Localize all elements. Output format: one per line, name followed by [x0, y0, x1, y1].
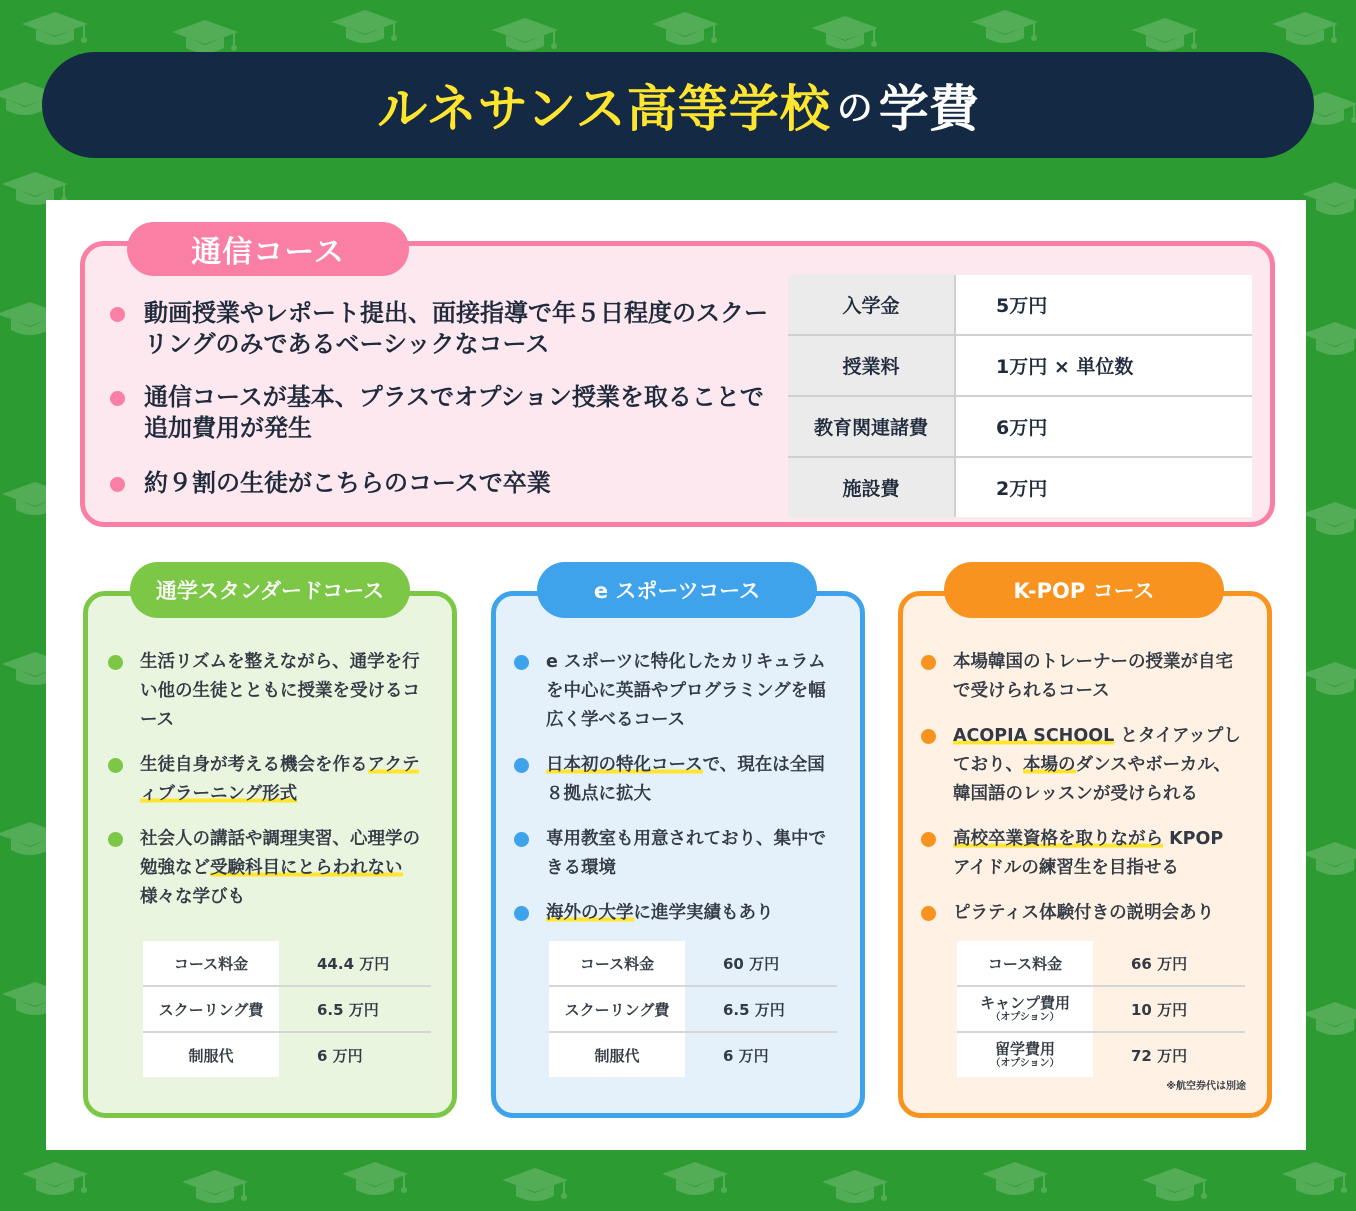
highlighted-text: 高校卒業資格を取りながら	[953, 829, 1163, 849]
table-row	[143, 986, 431, 1032]
fee-value: 6.5 万円	[685, 986, 837, 1032]
graduation-cap-icon	[1300, 1000, 1356, 1040]
graduation-cap-icon	[330, 8, 400, 48]
graduation-cap-icon	[980, 1160, 1050, 1200]
kpop-fee-table	[957, 941, 1245, 1077]
graduation-cap-icon	[180, 1168, 250, 1208]
graduation-cap-icon	[1280, 1160, 1350, 1200]
fee-label: 制服代	[143, 1032, 279, 1077]
fee-value: 66 万円	[1093, 941, 1245, 986]
esports-bullet-list	[514, 648, 834, 944]
bullet-text: ダンスやボーカル、韓国語のレッスンが受けられる	[953, 755, 1231, 804]
table-row	[957, 986, 1245, 1032]
list-item	[921, 825, 1241, 883]
graduation-cap-icon	[660, 1160, 730, 1200]
airfare-note: ※航空券代は別途	[1166, 1081, 1246, 1092]
graduation-cap-icon	[650, 10, 720, 50]
tsushin-bullet-list	[110, 298, 770, 521]
table-row	[549, 941, 837, 986]
table-row	[788, 396, 1252, 457]
fee-value: 6 万円	[317, 1046, 363, 1065]
fee-value: 72 万円	[1131, 1046, 1188, 1065]
fee-label: 入学金	[788, 275, 955, 335]
kpop-course-label: K-POP コース	[944, 562, 1224, 618]
esports-course-label: e スポーツコース	[537, 562, 817, 618]
table-row	[549, 1032, 837, 1077]
list-item	[514, 751, 834, 809]
graduation-cap-icon	[810, 14, 880, 54]
list-item: 通信コースが基本、プラスでオプション授業を取ることで追加費用が発生	[110, 382, 770, 444]
fee-value: 10 万円	[1093, 986, 1245, 1032]
list-item	[514, 899, 834, 928]
page-title: ルネサンス高等学校	[377, 80, 831, 138]
standard-course-label: 通学スタンダードコース	[130, 562, 410, 618]
fee-value: 60 万円	[685, 941, 837, 986]
fee-value: 5万円	[955, 275, 1252, 335]
list-item	[108, 751, 428, 809]
graduation-cap-icon	[340, 1160, 410, 1200]
fee-label: コース料金	[143, 941, 279, 986]
fee-label-text: キャンプ費用	[979, 994, 1070, 1012]
fee-label: スクーリング費	[143, 986, 279, 1032]
graduation-cap-icon	[20, 1160, 90, 1200]
highlighted-text: 本場の	[1023, 755, 1076, 775]
tsushin-course-label: 通信コース	[127, 222, 409, 276]
highlighted-text: 日本初の特化コース	[546, 755, 703, 775]
fee-label-text: 留学費用	[994, 1040, 1055, 1058]
table-row	[143, 941, 431, 986]
fee-label-option: （オプション）	[990, 1012, 1060, 1023]
highlighted-text: アクティブラーニング形式	[140, 755, 420, 804]
table-row	[788, 457, 1252, 517]
table-row	[143, 1032, 431, 1077]
graduation-cap-icon	[1300, 500, 1356, 540]
fee-label: コース料金	[957, 941, 1093, 986]
table-row	[788, 335, 1252, 396]
fee-label: 授業料	[788, 335, 955, 396]
fee-value: 6 万円	[723, 1046, 769, 1065]
graduation-cap-icon	[820, 1168, 890, 1208]
highlighted-text: 海外の大学	[546, 903, 634, 923]
tsushin-fee-table	[788, 275, 1252, 517]
fee-label	[957, 1032, 1093, 1077]
list-item: 専用教室も用意されており、集中できる環境	[514, 825, 834, 883]
graduation-cap-icon	[500, 1166, 570, 1206]
graduation-cap-icon	[1140, 1166, 1210, 1206]
fee-value: 44.4 万円	[279, 941, 431, 986]
fee-value: 6.5 万円	[279, 986, 431, 1032]
table-row	[957, 1032, 1245, 1077]
bullet-text: KPOP アイドルの練習生を目指せる	[953, 829, 1224, 878]
graduation-cap-icon	[1300, 180, 1356, 220]
bullet-text: で、現在は全国８拠点に拡大	[546, 755, 825, 804]
fee-label: 教育関連諸費	[788, 396, 955, 457]
page-title-suffix: 学費	[878, 80, 979, 138]
bullet-text: 生徒自身が考える機会を作る	[140, 755, 368, 775]
fee-label: 施設費	[788, 457, 955, 517]
bullet-text: とタイアップしており、	[953, 726, 1241, 775]
kpop-bullet-list	[921, 648, 1241, 944]
table-row	[788, 275, 1252, 335]
page-title-banner	[42, 52, 1314, 158]
list-item	[108, 825, 428, 912]
list-item: 本場韓国のトレーナーの授業が自宅で受けられるコース	[921, 648, 1241, 706]
list-item: ピラティス体験付きの説明会あり	[921, 899, 1241, 928]
graduation-cap-icon	[1300, 320, 1356, 360]
fee-label	[957, 986, 1093, 1032]
esports-fee-table	[549, 941, 837, 1077]
fee-value: 2万円	[955, 457, 1252, 517]
standard-fee-table	[143, 941, 431, 1077]
graduation-cap-icon	[490, 16, 560, 56]
list-item: 動画授業やレポート提出、面接指導で年５日程度のスクーリングのみであるベーシックなコース	[110, 298, 770, 360]
list-item: 生活リズムを整えながら、通学を行い他の生徒とともに授業を受けるコース	[108, 648, 428, 735]
bullet-text: 様々な学びも	[140, 887, 245, 907]
graduation-cap-icon	[1300, 660, 1356, 700]
table-row	[957, 941, 1245, 986]
highlighted-text: 受験科目にとらわれない	[210, 858, 403, 878]
list-item: 約９割の生徒がこちらのコースで卒業	[110, 468, 770, 499]
graduation-cap-icon	[1300, 840, 1356, 880]
bullet-text: 社会人の講話や調理実習、心理学の勉強など	[140, 829, 420, 878]
standard-bullet-list	[108, 648, 428, 928]
graduation-cap-icon	[1270, 10, 1340, 50]
list-item: e スポーツに特化したカリキュラムを中心に英語やプログラミングを幅広く学べるコース	[514, 648, 834, 735]
bullet-text: に進学実績もあり	[633, 903, 774, 923]
fee-label: スクーリング費	[549, 986, 685, 1032]
fee-value: 6万円	[955, 396, 1252, 457]
fee-label-option: （オプション）	[990, 1058, 1060, 1069]
graduation-cap-icon	[20, 10, 90, 50]
graduation-cap-icon	[1130, 16, 1200, 56]
graduation-cap-icon	[970, 8, 1040, 48]
fee-label: 制服代	[549, 1032, 685, 1077]
fee-value: 1万円 × 単位数	[955, 335, 1252, 396]
table-row	[549, 986, 837, 1032]
list-item	[921, 722, 1241, 809]
fee-label: コース料金	[549, 941, 685, 986]
page-title-particle: の	[836, 87, 873, 129]
highlighted-text: ACOPIA SCHOOL	[953, 726, 1115, 746]
